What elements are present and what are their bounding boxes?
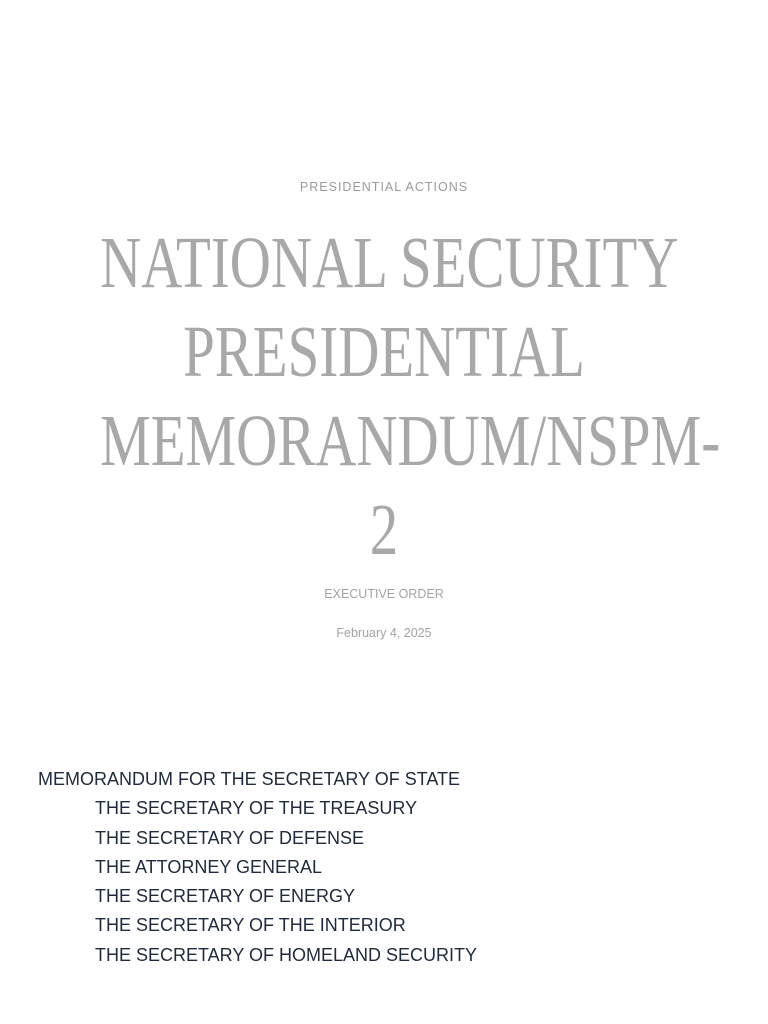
publish-date: February 4, 2025 (336, 626, 432, 640)
recipient-line: THE SECRETARY OF ENERGY (95, 886, 356, 907)
memo-addressees (38, 765, 477, 970)
category-label: EXECUTIVE ORDER (324, 587, 444, 601)
page-title (100, 218, 721, 574)
recipient-line: THE SECRETARY OF THE TREASURY (95, 798, 418, 819)
recipient-line: THE SECRETARY OF HOMELAND SECURITY (95, 944, 478, 965)
recipient-line: THE SECRETARY OF DEFENSE (95, 827, 365, 848)
title-line: 2 (369, 489, 399, 570)
recipient-line: THE ATTORNEY GENERAL (95, 856, 323, 877)
memo-lead-line: MEMORANDUM FOR THE SECRETARY OF STATE (38, 769, 461, 789)
title-line: PRESIDENTIAL (183, 311, 585, 392)
title-line: NATIONAL SECURITY (100, 222, 679, 303)
title-line: MEMORANDUM/NSPM- (100, 400, 721, 481)
recipient-line: THE SECRETARY OF THE INTERIOR (95, 915, 406, 936)
section-eyebrow-link[interactable]: PRESIDENTIAL ACTIONS (299, 180, 469, 194)
